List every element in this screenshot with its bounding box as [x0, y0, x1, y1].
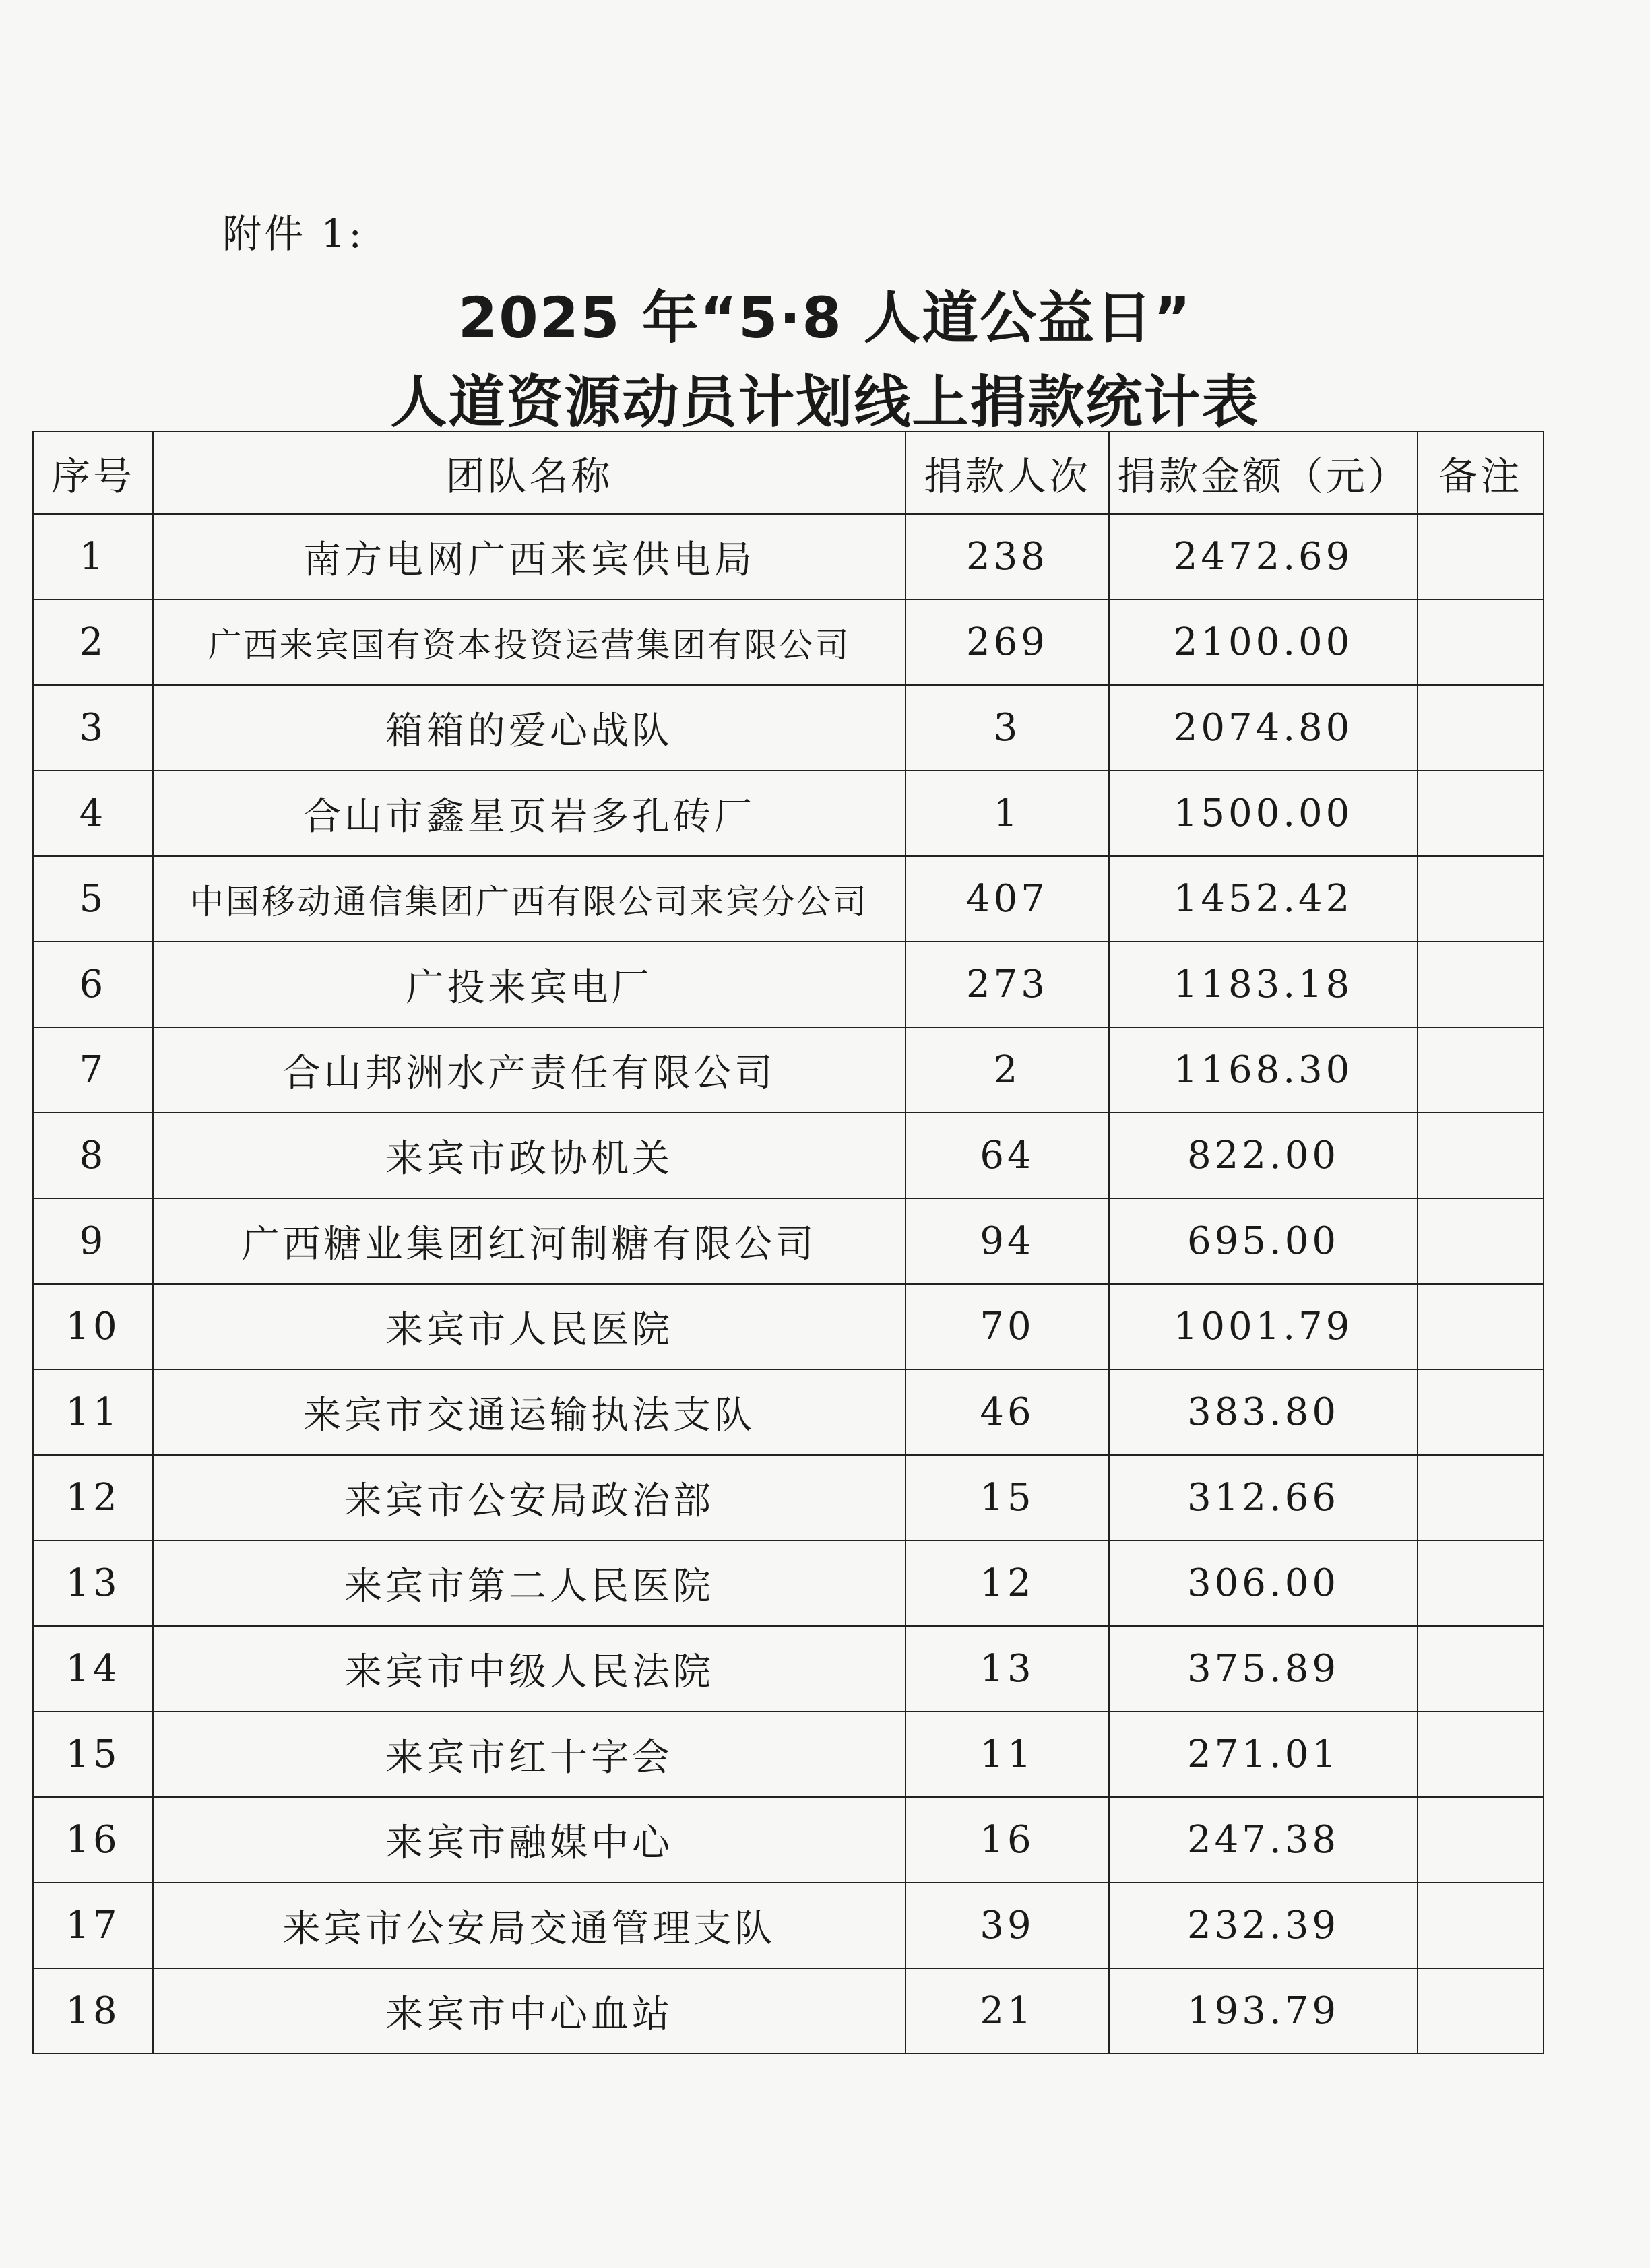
cell-team-name: 来宾市中心血站 [153, 1968, 906, 2054]
cell-donor-count: 21 [906, 1968, 1109, 2054]
table-row [33, 1027, 1544, 1113]
cell-donor-count: 1 [906, 771, 1109, 856]
cell-team-name: 箱箱的爱心战队 [153, 685, 906, 771]
table-row [33, 685, 1544, 771]
cell-index: 4 [33, 771, 153, 856]
cell-note [1418, 514, 1544, 600]
cell-donor-count: 238 [906, 514, 1109, 600]
cell-note [1418, 1113, 1544, 1198]
cell-note [1418, 1198, 1544, 1284]
table-row [33, 1968, 1544, 2054]
cell-note [1418, 1626, 1544, 1712]
cell-note [1418, 600, 1544, 685]
cell-team-name: 来宾市红十字会 [153, 1712, 906, 1797]
header-amount: 捐款金额（元） [1109, 432, 1418, 514]
cell-team-name: 广西来宾国有资本投资运营集团有限公司 [153, 600, 906, 685]
header-team-name: 团队名称 [153, 432, 906, 514]
cell-team-name: 合山市鑫星页岩多孔砖厂 [153, 771, 906, 856]
cell-note [1418, 1968, 1544, 2054]
cell-amount: 247.38 [1109, 1797, 1418, 1883]
cell-amount: 271.01 [1109, 1712, 1418, 1797]
cell-amount: 193.79 [1109, 1968, 1418, 2054]
cell-donor-count: 94 [906, 1198, 1109, 1284]
donation-stats-table [32, 431, 1544, 2054]
cell-note [1418, 942, 1544, 1027]
attachment-label: 附件 1: [222, 211, 364, 257]
table-row [33, 1797, 1544, 1883]
cell-note [1418, 1455, 1544, 1541]
cell-donor-count: 2 [906, 1027, 1109, 1113]
table-body [33, 514, 1544, 2054]
header-donor-count: 捐款人次 [906, 432, 1109, 514]
table-row [33, 856, 1544, 942]
cell-team-name: 来宾市中级人民法院 [153, 1626, 906, 1712]
document-title-line1: 2025 年“5·8 人道公益日” [457, 285, 1193, 351]
header-note: 备注 [1418, 432, 1544, 514]
cell-donor-count: 273 [906, 942, 1109, 1027]
cell-team-name: 广投来宾电厂 [153, 942, 906, 1027]
cell-amount: 306.00 [1109, 1541, 1418, 1626]
table-row [33, 600, 1544, 685]
cell-index: 10 [33, 1284, 153, 1369]
cell-index: 8 [33, 1113, 153, 1198]
cell-note [1418, 1369, 1544, 1455]
cell-donor-count: 15 [906, 1455, 1109, 1541]
cell-index: 9 [33, 1198, 153, 1284]
cell-index: 11 [33, 1369, 153, 1455]
cell-donor-count: 13 [906, 1626, 1109, 1712]
cell-amount: 232.39 [1109, 1883, 1418, 1968]
cell-amount: 1183.18 [1109, 942, 1418, 1027]
cell-note [1418, 1883, 1544, 1968]
cell-amount: 2100.00 [1109, 600, 1418, 685]
cell-index: 15 [33, 1712, 153, 1797]
table-row [33, 1284, 1544, 1369]
cell-note [1418, 1284, 1544, 1369]
cell-donor-count: 39 [906, 1883, 1109, 1968]
cell-team-name: 来宾市融媒中心 [153, 1797, 906, 1883]
cell-amount: 383.80 [1109, 1369, 1418, 1455]
cell-team-name: 来宾市公安局交通管理支队 [153, 1883, 906, 1968]
cell-index: 18 [33, 1968, 153, 2054]
cell-donor-count: 16 [906, 1797, 1109, 1883]
cell-note [1418, 1797, 1544, 1883]
cell-donor-count: 3 [906, 685, 1109, 771]
header-index: 序号 [33, 432, 153, 514]
cell-donor-count: 269 [906, 600, 1109, 685]
document-title-line2: 人道资源动员计划线上捐款统计表 [390, 369, 1260, 435]
cell-index: 17 [33, 1883, 153, 1968]
cell-amount: 1168.30 [1109, 1027, 1418, 1113]
table-header-row [33, 432, 1544, 514]
table-row [33, 1198, 1544, 1284]
cell-team-name: 南方电网广西来宾供电局 [153, 514, 906, 600]
table-row [33, 771, 1544, 856]
cell-amount: 1452.42 [1109, 856, 1418, 942]
cell-amount: 1500.00 [1109, 771, 1418, 856]
cell-index: 2 [33, 600, 153, 685]
table-row [33, 1626, 1544, 1712]
cell-note [1418, 685, 1544, 771]
table-row [33, 1541, 1544, 1626]
cell-team-name: 来宾市第二人民医院 [153, 1541, 906, 1626]
cell-index: 1 [33, 514, 153, 600]
cell-note [1418, 771, 1544, 856]
cell-team-name: 来宾市交通运输执法支队 [153, 1369, 906, 1455]
cell-note [1418, 1541, 1544, 1626]
cell-team-name: 中国移动通信集团广西有限公司来宾分公司 [153, 856, 906, 942]
cell-team-name: 合山邦洲水产责任有限公司 [153, 1027, 906, 1113]
table-row [33, 1712, 1544, 1797]
cell-index: 12 [33, 1455, 153, 1541]
cell-donor-count: 64 [906, 1113, 1109, 1198]
table-row [33, 514, 1544, 600]
table-row [33, 1113, 1544, 1198]
cell-team-name: 来宾市政协机关 [153, 1113, 906, 1198]
table-row [33, 1883, 1544, 1968]
cell-index: 6 [33, 942, 153, 1027]
cell-donor-count: 11 [906, 1712, 1109, 1797]
cell-amount: 2472.69 [1109, 514, 1418, 600]
cell-donor-count: 70 [906, 1284, 1109, 1369]
table-row [33, 942, 1544, 1027]
cell-index: 14 [33, 1626, 153, 1712]
cell-index: 16 [33, 1797, 153, 1883]
cell-donor-count: 12 [906, 1541, 1109, 1626]
cell-note [1418, 1712, 1544, 1797]
cell-note [1418, 1027, 1544, 1113]
table-row [33, 1369, 1544, 1455]
cell-note [1418, 856, 1544, 942]
cell-team-name: 广西糖业集团红河制糖有限公司 [153, 1198, 906, 1284]
cell-team-name: 来宾市人民医院 [153, 1284, 906, 1369]
cell-amount: 375.89 [1109, 1626, 1418, 1712]
cell-team-name: 来宾市公安局政治部 [153, 1455, 906, 1541]
cell-index: 5 [33, 856, 153, 942]
cell-amount: 2074.80 [1109, 685, 1418, 771]
cell-amount: 312.66 [1109, 1455, 1418, 1541]
table-row [33, 1455, 1544, 1541]
cell-amount: 822.00 [1109, 1113, 1418, 1198]
cell-index: 3 [33, 685, 153, 771]
cell-amount: 695.00 [1109, 1198, 1418, 1284]
cell-index: 13 [33, 1541, 153, 1626]
cell-donor-count: 407 [906, 856, 1109, 942]
cell-amount: 1001.79 [1109, 1284, 1418, 1369]
cell-donor-count: 46 [906, 1369, 1109, 1455]
cell-index: 7 [33, 1027, 153, 1113]
